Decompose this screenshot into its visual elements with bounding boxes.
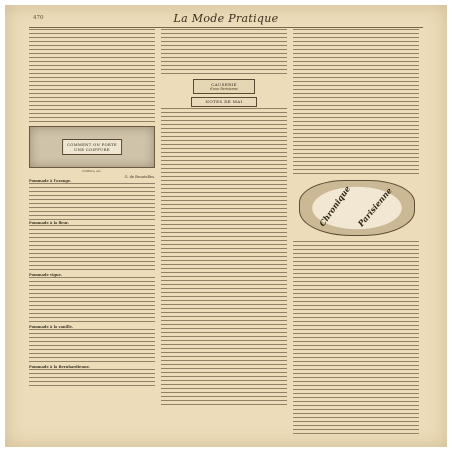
text-block	[293, 241, 419, 437]
section-header-subtitle: d’une Parisienne	[210, 87, 238, 91]
section-header	[193, 79, 255, 94]
engraving-title-line1: COMMENT ON PORTE	[67, 142, 117, 147]
right-column	[293, 29, 419, 439]
middle-column	[161, 29, 287, 439]
text-block	[29, 29, 155, 122]
text-block	[29, 277, 155, 325]
chronicle-ornament	[293, 176, 419, 238]
engraving-plaque	[62, 139, 122, 155]
subhead-vigne-label: Pommade vigne.	[29, 273, 63, 277]
text-block	[29, 329, 155, 365]
signature: G. de Broutelles.	[124, 175, 155, 179]
page-title: La Mode Pratique	[173, 12, 279, 25]
engraving-illustration	[29, 126, 155, 168]
magazine-page	[5, 5, 447, 447]
section-header-title: CAUSERIE	[211, 82, 237, 87]
section-banner: NOTES DE MAI	[191, 97, 257, 107]
header-rule	[29, 27, 423, 28]
page-number: 470	[33, 15, 44, 21]
engraving-caption: Coiffure, etc.	[82, 169, 102, 173]
text-block	[293, 29, 419, 174]
subhead-bernhardienne-label: Pommade à la Bernhardienne.	[29, 365, 91, 369]
subhead-fleur-label: Pommade à la fleur.	[29, 221, 69, 225]
text-block	[161, 108, 287, 408]
left-column	[29, 29, 155, 439]
text-block	[161, 29, 287, 77]
text-block	[29, 225, 155, 273]
engraving-title-line2: UNE COIFFURE	[74, 147, 110, 152]
subhead-orange-label: Pommade à l’orange.	[29, 179, 72, 183]
parisienne-word: Parisienne	[355, 185, 394, 229]
subhead-vanille-label: Pommade à la vanille.	[29, 325, 74, 329]
chronicle-word: Chronique	[316, 183, 353, 229]
text-block	[29, 369, 155, 387]
text-block	[29, 183, 155, 221]
chronicle-frame	[299, 180, 415, 236]
